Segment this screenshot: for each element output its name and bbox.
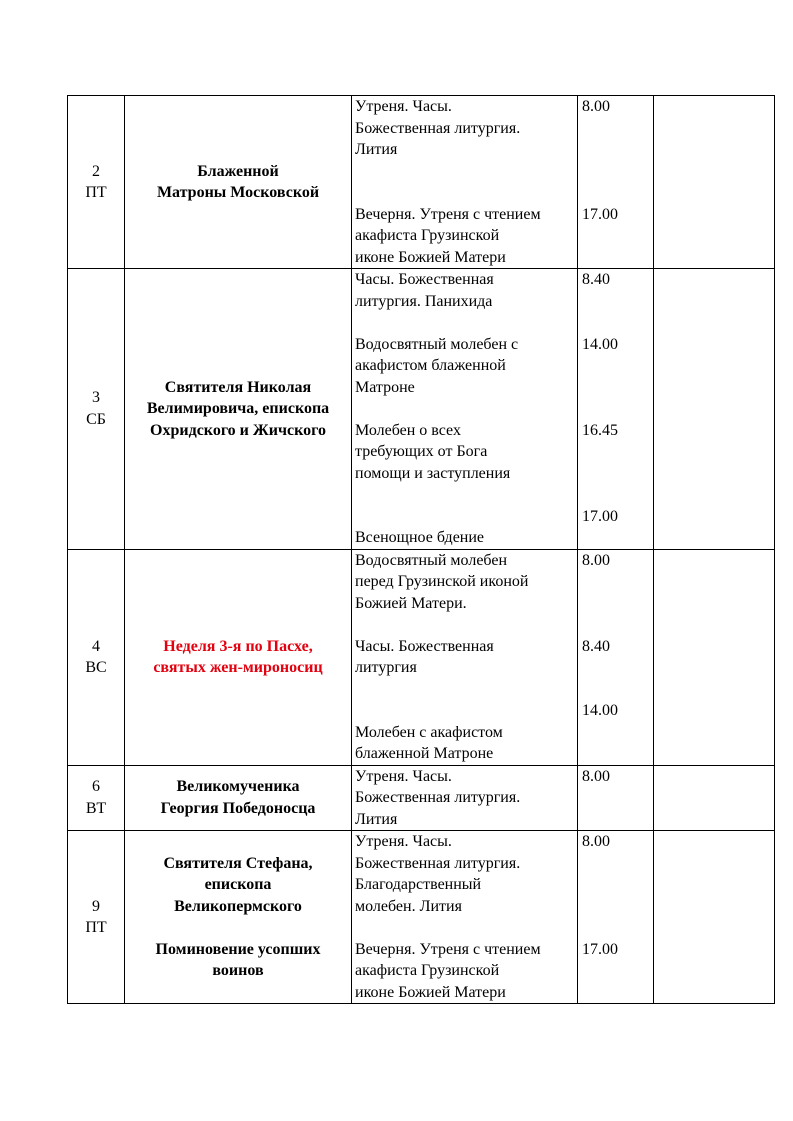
times-cell <box>578 549 654 765</box>
service-line: Утреня. Часы. <box>355 98 452 115</box>
services-cell <box>352 549 578 765</box>
service-line: Благодарственный <box>355 876 482 893</box>
feast-cell <box>125 831 352 1004</box>
day-cell <box>68 269 125 550</box>
service-line: Всенощное бдение <box>355 529 485 546</box>
service-time: 16.45 <box>582 421 618 439</box>
service-line: Лития <box>355 141 398 158</box>
service-line: литургия. Панихида <box>355 292 493 310</box>
feast-cell <box>125 96 352 269</box>
services-cell <box>352 96 578 269</box>
services-cell <box>352 269 578 550</box>
times-cell <box>578 96 654 269</box>
service-line: Лития <box>355 810 398 828</box>
notes-cell <box>654 831 775 1004</box>
feast-line: Великомученика <box>176 778 300 796</box>
notes-cell <box>654 765 775 831</box>
feast-line: воинов <box>212 962 264 979</box>
service-time: 14.00 <box>582 335 618 353</box>
notes-cell <box>654 549 775 765</box>
day-cell <box>68 96 125 269</box>
service-line: акафиста Грузинской <box>355 962 500 979</box>
service-line: Водосвятный молебен <box>355 551 508 569</box>
service-line: Божественная литургия. <box>355 119 521 137</box>
service-time: 14.00 <box>582 702 618 719</box>
feast-line: Великопермского <box>174 897 302 915</box>
feast-line: Блаженной <box>197 162 279 180</box>
feast-line: Неделя 3-я по Пасхе, <box>163 637 313 655</box>
service-line: иконе Божией Матери <box>355 983 506 1001</box>
service-line: перед Грузинской иконой <box>355 573 529 590</box>
service-time: 8.00 <box>582 551 610 569</box>
feast-line: святых жен-мироносиц <box>153 659 323 676</box>
service-line: Утреня. Часы. <box>355 833 452 850</box>
day-cell <box>68 831 125 1004</box>
service-time: 8.00 <box>582 767 610 785</box>
schedule-row <box>68 765 775 831</box>
feast-cell <box>125 269 352 550</box>
service-line: акафиста Грузинской <box>355 227 500 244</box>
service-line: Часы. Божественная <box>355 271 494 288</box>
day-number: 4 <box>92 637 100 655</box>
service-time: 8.40 <box>582 271 610 288</box>
times-cell <box>578 831 654 1004</box>
weekday: СБ <box>86 410 106 428</box>
feast-line: Матроны Московской <box>156 184 320 201</box>
service-line: Молебен с акафистом <box>355 723 503 741</box>
schedule-row <box>68 96 775 269</box>
feast-line: епископа <box>204 876 272 893</box>
day-number: 6 <box>92 778 100 796</box>
service-time: 17.00 <box>582 205 618 223</box>
schedule-row <box>68 831 775 1004</box>
service-line: Божественная литургия. <box>355 789 521 806</box>
service-line: Вечерня. Утреня с чтением <box>355 205 541 223</box>
feast-line: Охридского и Жичского <box>150 421 326 439</box>
service-line: молебен. Лития <box>355 897 462 915</box>
day-number: 9 <box>92 897 100 915</box>
service-time: 8.00 <box>582 98 610 115</box>
notes-cell <box>654 96 775 269</box>
weekday: ВТ <box>85 799 107 817</box>
weekday: ПТ <box>85 919 107 936</box>
weekday: ПТ <box>85 184 107 201</box>
service-line: Божественная литургия. <box>355 854 521 872</box>
service-line: блаженной Матроне <box>355 745 494 762</box>
service-line: акафистом блаженной <box>355 357 506 374</box>
service-line: Вечерня. Утреня с чтением <box>355 940 541 958</box>
day-number: 2 <box>92 162 100 180</box>
service-line: Матроне <box>355 378 415 396</box>
feast-line: Георгия Победоносца <box>160 799 316 817</box>
times-cell <box>578 269 654 550</box>
service-line: Водосвятный молебен с <box>355 335 519 353</box>
feast-line: Святителя Николая <box>164 378 312 396</box>
service-time: 17.00 <box>582 940 618 958</box>
service-time: 17.00 <box>582 507 618 525</box>
service-line: требующих от Бога <box>355 443 488 460</box>
day-number: 3 <box>92 389 100 407</box>
services-cell <box>352 765 578 831</box>
notes-cell <box>654 269 775 550</box>
service-time: 8.40 <box>582 637 610 655</box>
feast-line: Поминовение усопших <box>155 940 321 958</box>
feast-line: Велимировича, епископа <box>146 400 330 417</box>
service-line: Утреня. Часы. <box>355 767 452 785</box>
service-line: Божией Матери. <box>355 594 467 612</box>
service-line: Молебен о всех <box>355 421 461 439</box>
day-cell <box>68 549 125 765</box>
feast-cell <box>125 549 352 765</box>
feast-line: Святителя Стефана, <box>163 854 313 872</box>
schedule-table <box>67 95 775 1004</box>
service-line: Часы. Божественная <box>355 637 494 655</box>
weekday: ВС <box>85 659 107 676</box>
schedule-row <box>68 549 775 765</box>
times-cell <box>578 765 654 831</box>
service-time: 8.00 <box>582 833 610 850</box>
service-line: литургия <box>355 659 417 676</box>
schedule-row <box>68 269 775 550</box>
services-cell <box>352 831 578 1004</box>
service-line: иконе Божией Матери <box>355 248 506 266</box>
feast-cell <box>125 765 352 831</box>
service-line: помощи и заступления <box>355 464 511 482</box>
day-cell <box>68 765 125 831</box>
